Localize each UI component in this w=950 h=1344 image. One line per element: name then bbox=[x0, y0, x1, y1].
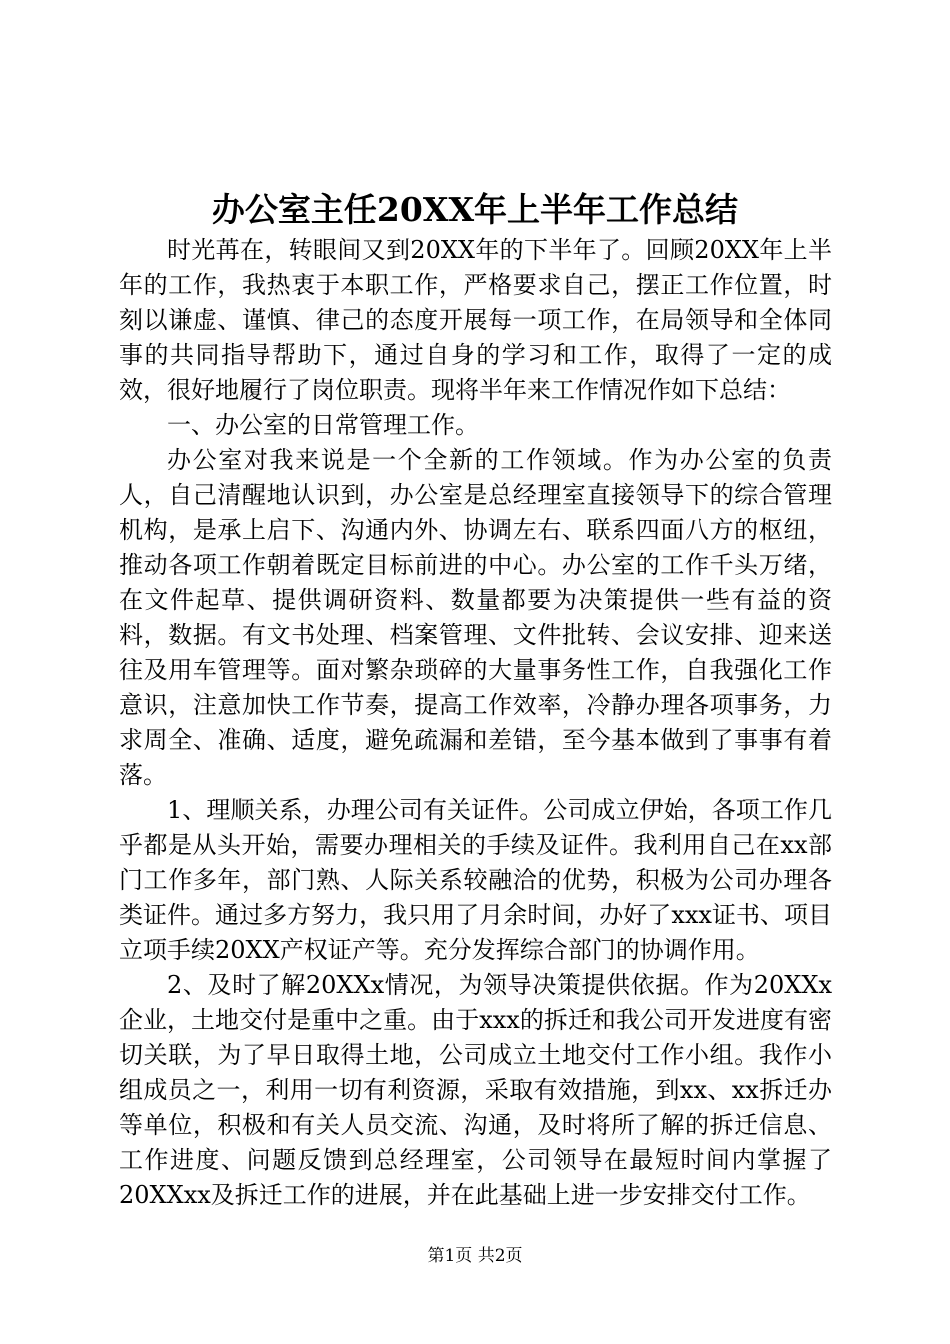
paragraph-item-1: 1、理顺关系，办理公司有关证件。公司成立伊始，各项工作几乎都是从头开始，需要办理相关的手续及证件。我利用自己在xx部门工作多年，部门熟、人际关系较融洽的优势，积极为公司办理各类证件。通过多方努力，我只用了月余时间，办好了xxx证书、项目立项手续20XX产权证产等。充分发挥综合部门的协调作用。 bbox=[119, 796, 832, 964]
paragraph-item-2: 2、及时了解20XXx情况，为领导决策提供依据。作为20XXx企业，土地交付是重中之重。由于xxx的拆迁和我公司开发进度有密切关联，为了早日取得土地，公司成立土地交付工作小组。我作小组成员之一，利用一切有利资源，采取有效措施，到xx、xx拆迁办等单位，积极和有关人员交流、沟通，及时将所了解的拆迁信息、工作进度、问题反馈到总经理室，公司领导在最短时间内掌握了20XXxx及拆迁工作的进展，并在此基础上进一步安排交付工作。 bbox=[119, 971, 832, 1209]
document-body bbox=[119, 233, 832, 1213]
paragraph-intro: 时光苒在，转眼间又到20XX年的下半年了。回顾20XX年上半年的工作，我热衷于本职工作，严格要求自己，摆正工作位置，时刻以谦虚、谨慎、律己的态度开展每一项工作，在局领导和全体同事的共同指导帮助下，通过自身的学习和工作，取得了一定的成效，很好地履行了岗位职责。现将半年来工作情况作如下总结： bbox=[119, 236, 832, 404]
section-heading-1: 一、办公室的日常管理工作。 bbox=[167, 411, 479, 439]
page-footer: 第1页 共2页 bbox=[427, 1246, 523, 1266]
document-title: 办公室主任20XX年上半年工作总结 bbox=[211, 190, 739, 229]
paragraph-office-overview: 办公室对我来说是一个全新的工作领域。作为办公室的负责人，自己清醒地认识到，办公室是总经理室直接领导下的综合管理机构，是承上启下、沟通内外、协调左右、联系四面八方的枢纽，推动各项工作朝着既定目标前进的中心。办公室的工作千头万绪，在文件起草、提供调研资料、数量都要为决策提供一些有益的资料，数据。有文书处理、档案管理、文件批转、会议安排、迎来送往及用车管理等。面对繁杂琐碎的大量事务性工作，自我强化工作意识，注意加快工作节奏，提高工作效率，冷静办理各项事务，力求周全、准确、适度，避免疏漏和差错，至今基本做到了事事有着落。 bbox=[119, 446, 832, 789]
